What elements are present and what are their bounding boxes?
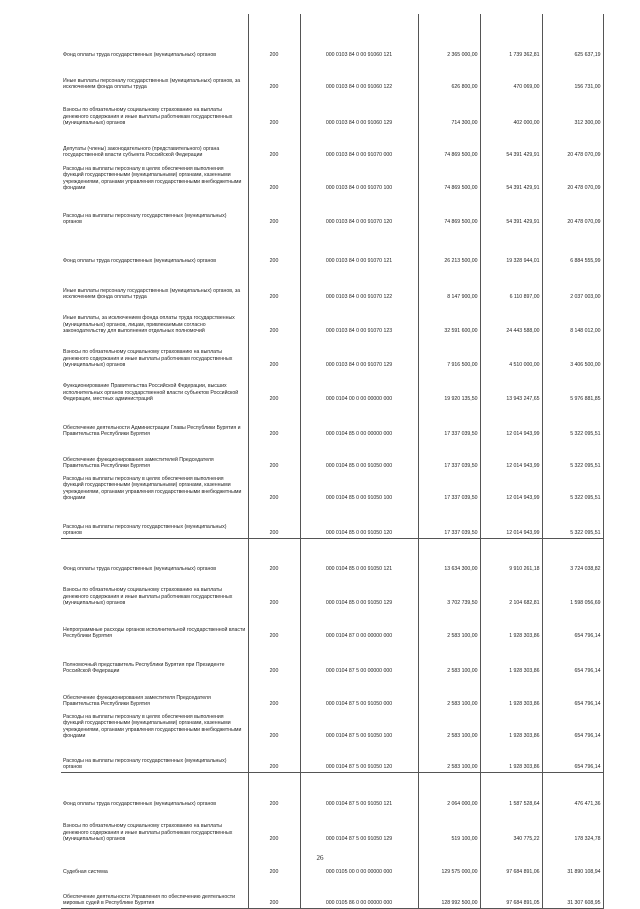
table-row — [61, 608, 603, 641]
row-remainder: 20 478 070,09 — [542, 193, 603, 227]
row-remainder: 625 637,19 — [542, 14, 603, 60]
row-executed: 2 104 682,81 — [480, 574, 542, 608]
row-budget-code: 000 0105 00 0 00 00000 000 — [300, 844, 418, 877]
row-name: Фонд оплаты труда государственных (муниципальных) органов — [61, 773, 248, 810]
row-name: Иные выплаты персоналу государственных (муниципальных) органов, за исключением фонда оплаты труда — [61, 266, 248, 302]
row-budget-code: 000 0104 87 5 00 91050 000 — [300, 676, 418, 709]
row-remainder: 20 478 070,09 — [542, 160, 603, 193]
row-budget-code: 000 0103 84 0 00 91070 100 — [300, 160, 418, 193]
row-name: Обеспечение функционирования заместителя Председателя Правительства Республики Бурятия — [61, 676, 248, 709]
row-line-code: 200 — [248, 336, 300, 370]
table-row — [61, 266, 603, 302]
row-executed: 1 928 303,86 — [480, 608, 542, 641]
row-line-code: 200 — [248, 709, 300, 741]
row-budget-code: 000 0103 84 0 00 91070 129 — [300, 336, 418, 370]
row-executed: 12 014 943,99 — [480, 439, 542, 471]
row-name: Взносы по обязательному социальному страхованию на выплаты денежного содержания и иные выплаты работникам государственных (муниципальных) органов — [61, 574, 248, 608]
row-line-code: 200 — [248, 14, 300, 60]
row-name: Расходы на выплаты персоналу в целях обеспечения выполнения функций государственными (муниципальными) органами, казенными учреждениями, органами управления государственными внебюджетными фондами — [61, 471, 248, 503]
row-line-code: 200 — [248, 193, 300, 227]
table-row — [61, 877, 603, 909]
row-executed: 54 391 429,91 — [480, 193, 542, 227]
row-budget-code: 000 0103 84 0 00 91070 000 — [300, 128, 418, 160]
row-executed: 4 510 000,00 — [480, 336, 542, 370]
row-approved: 17 337 039,50 — [418, 404, 480, 439]
row-remainder: 5 322 095,51 — [542, 439, 603, 471]
row-budget-code: 000 0104 85 0 00 91050 100 — [300, 471, 418, 503]
row-name: Обеспечение деятельности Администрации Главы Республики Бурятия и Правительства Республики Бурятия — [61, 404, 248, 439]
row-name: Иные выплаты, за исключением фонда оплаты труда государственных (муниципальных) органов, лицам, привлекаемым согласно законодательству для выполнения отдельных полномочий — [61, 302, 248, 336]
row-remainder: 20 478 070,09 — [542, 128, 603, 160]
row-name: Расходы на выплаты персоналу в целях обеспечения выполнения функций государственными (муниципальными) органами, казенными учреждениями, органами управления государственными внебюджетными фондами — [61, 709, 248, 741]
row-approved: 2 583 100,00 — [418, 741, 480, 773]
row-executed: 1 739 362,81 — [480, 14, 542, 60]
row-remainder: 3 724 038,82 — [542, 539, 603, 575]
table-row — [61, 60, 603, 92]
row-executed: 54 391 429,91 — [480, 128, 542, 160]
row-budget-code: 000 0103 84 0 00 91070 120 — [300, 193, 418, 227]
table-body — [61, 14, 603, 909]
table-row — [61, 773, 603, 810]
row-budget-code: 000 0103 84 0 00 91060 129 — [300, 92, 418, 128]
row-name: Расходы на выплаты персоналу государственных (муниципальных) органов — [61, 193, 248, 227]
row-approved: 74 869 500,00 — [418, 128, 480, 160]
row-approved: 17 337 039,50 — [418, 503, 480, 539]
row-remainder: 31 307 608,95 — [542, 877, 603, 909]
row-budget-code: 000 0103 84 0 00 91060 121 — [300, 14, 418, 60]
row-executed: 1 928 303,86 — [480, 676, 542, 709]
row-line-code: 200 — [248, 227, 300, 266]
row-approved: 3 702 739,50 — [418, 574, 480, 608]
row-line-code: 200 — [248, 641, 300, 676]
row-executed: 9 910 261,18 — [480, 539, 542, 575]
row-name: Судебная система — [61, 844, 248, 877]
table-row — [61, 503, 603, 539]
row-approved: 2 583 100,00 — [418, 641, 480, 676]
row-name: Фонд оплаты труда государственных (муниципальных) органов — [61, 539, 248, 575]
row-line-code: 200 — [248, 404, 300, 439]
row-line-code: 200 — [248, 574, 300, 608]
row-line-code: 200 — [248, 266, 300, 302]
row-approved: 32 591 600,00 — [418, 302, 480, 336]
table-row — [61, 676, 603, 709]
row-executed: 12 014 943,99 — [480, 404, 542, 439]
row-budget-code: 000 0103 84 0 00 91070 121 — [300, 227, 418, 266]
row-remainder: 5 976 881,85 — [542, 370, 603, 404]
row-approved: 26 213 500,00 — [418, 227, 480, 266]
row-executed: 340 775,22 — [480, 809, 542, 844]
row-line-code: 200 — [248, 439, 300, 471]
row-remainder: 31 890 108,94 — [542, 844, 603, 877]
row-line-code: 200 — [248, 773, 300, 810]
row-executed: 12 014 943,99 — [480, 503, 542, 539]
table-row — [61, 471, 603, 503]
row-approved: 129 575 000,00 — [418, 844, 480, 877]
row-remainder: 654 796,14 — [542, 641, 603, 676]
row-approved: 17 337 039,50 — [418, 439, 480, 471]
row-executed: 12 014 943,99 — [480, 471, 542, 503]
row-executed: 97 684 891,06 — [480, 844, 542, 877]
table-row — [61, 128, 603, 160]
row-name: Расходы на выплаты персоналу государственных (муниципальных) органов — [61, 741, 248, 773]
row-remainder: 654 796,14 — [542, 676, 603, 709]
row-executed: 24 443 588,00 — [480, 302, 542, 336]
row-budget-code: 000 0103 84 0 00 91070 122 — [300, 266, 418, 302]
row-remainder: 6 884 555,99 — [542, 227, 603, 266]
row-executed: 1 928 303,86 — [480, 741, 542, 773]
row-name: Полномочный представитель Республики Бурятия при Президенте Российской Федерации — [61, 641, 248, 676]
row-approved: 8 147 900,00 — [418, 266, 480, 302]
row-approved: 74 869 500,00 — [418, 160, 480, 193]
row-line-code: 200 — [248, 503, 300, 539]
row-executed: 97 684 891,05 — [480, 877, 542, 909]
row-approved: 19 920 135,50 — [418, 370, 480, 404]
row-remainder: 312 300,00 — [542, 92, 603, 128]
row-line-code: 200 — [248, 877, 300, 909]
row-remainder: 476 471,36 — [542, 773, 603, 810]
row-executed: 1 928 303,86 — [480, 641, 542, 676]
table-row — [61, 741, 603, 773]
row-approved: 17 337 039,50 — [418, 471, 480, 503]
row-name: Расходы на выплаты персоналу государственных (муниципальных) органов — [61, 503, 248, 539]
row-line-code: 200 — [248, 608, 300, 641]
row-budget-code: 000 0104 87 5 00 00000 000 — [300, 641, 418, 676]
row-line-code: 200 — [248, 809, 300, 844]
row-name: Депутаты (члены) законодательного (представительного) органа государственной власти субъекта Российской Федерации — [61, 128, 248, 160]
row-executed: 13 943 247,65 — [480, 370, 542, 404]
row-remainder: 8 148 012,00 — [542, 302, 603, 336]
row-line-code: 200 — [248, 676, 300, 709]
row-budget-code: 000 0104 85 0 00 91050 120 — [300, 503, 418, 539]
row-line-code: 200 — [248, 160, 300, 193]
row-budget-code: 000 0104 85 0 00 00000 000 — [300, 404, 418, 439]
row-line-code: 200 — [248, 844, 300, 877]
row-executed: 402 000,00 — [480, 92, 542, 128]
row-budget-code: 000 0104 00 0 00 00000 000 — [300, 370, 418, 404]
table-row — [61, 370, 603, 404]
table-row — [61, 709, 603, 741]
row-name: Расходы на выплаты персоналу в целях обеспечения выполнения функций государственными (муниципальными) органами, казенными учреждениями, органами управления государственными внебюджетными фондами — [61, 160, 248, 193]
row-budget-code: 000 0104 85 0 00 91050 129 — [300, 574, 418, 608]
table-row — [61, 539, 603, 575]
table-row — [61, 809, 603, 844]
row-approved: 2 583 100,00 — [418, 676, 480, 709]
row-executed: 1 928 303,86 — [480, 709, 542, 741]
row-remainder: 654 796,14 — [542, 709, 603, 741]
row-approved: 714 300,00 — [418, 92, 480, 128]
row-approved: 2 583 100,00 — [418, 709, 480, 741]
row-executed: 54 391 429,91 — [480, 160, 542, 193]
row-remainder: 178 324,78 — [542, 809, 603, 844]
row-budget-code: 000 0104 87 5 00 91050 120 — [300, 741, 418, 773]
table-row — [61, 641, 603, 676]
row-budget-code: 000 0104 85 0 00 91050 121 — [300, 539, 418, 575]
row-approved: 519 100,00 — [418, 809, 480, 844]
row-line-code: 200 — [248, 60, 300, 92]
row-name: Обеспечение функционирования заместителей Председателя Правительства Республики Бурятия — [61, 439, 248, 471]
row-approved: 626 800,00 — [418, 60, 480, 92]
row-remainder: 5 322 095,51 — [542, 404, 603, 439]
row-remainder: 654 796,14 — [542, 741, 603, 773]
row-approved: 128 992 500,00 — [418, 877, 480, 909]
row-executed: 1 587 528,64 — [480, 773, 542, 810]
row-line-code: 200 — [248, 539, 300, 575]
row-approved: 2 583 100,00 — [418, 608, 480, 641]
row-budget-code: 000 0104 87 5 00 91050 121 — [300, 773, 418, 810]
row-name: Фонд оплаты труда государственных (муниципальных) органов — [61, 14, 248, 60]
row-line-code: 200 — [248, 302, 300, 336]
table-row — [61, 92, 603, 128]
table-row — [61, 227, 603, 266]
table-row — [61, 193, 603, 227]
row-name: Иные выплаты персоналу государственных (муниципальных) органов, за исключением фонда оплаты труда — [61, 60, 248, 92]
row-remainder: 654 796,14 — [542, 608, 603, 641]
row-budget-code: 000 0104 87 5 00 91050 100 — [300, 709, 418, 741]
table-row — [61, 302, 603, 336]
row-name: Непрограммные расходы органов исполнительной государственной власти Республики Бурятия — [61, 608, 248, 641]
row-budget-code: 000 0103 84 0 00 91060 122 — [300, 60, 418, 92]
row-approved: 7 916 500,00 — [418, 336, 480, 370]
table-row — [61, 574, 603, 608]
table-row — [61, 404, 603, 439]
budget-table — [61, 14, 604, 909]
row-remainder: 5 322 095,51 — [542, 471, 603, 503]
row-executed: 6 110 897,00 — [480, 266, 542, 302]
row-executed: 470 069,00 — [480, 60, 542, 92]
row-approved: 2 064 000,00 — [418, 773, 480, 810]
row-name: Взносы по обязательному социальному страхованию на выплаты денежного содержания и иные выплаты работникам государственных (муниципальных) органов — [61, 336, 248, 370]
row-remainder: 1 598 056,69 — [542, 574, 603, 608]
row-budget-code: 000 0105 86 0 00 00000 000 — [300, 877, 418, 909]
row-name: Взносы по обязательному социальному страхованию на выплаты денежного содержания и иные выплаты работникам государственных (муниципальных) органов — [61, 92, 248, 128]
row-budget-code: 000 0104 85 0 00 91050 000 — [300, 439, 418, 471]
row-line-code: 200 — [248, 741, 300, 773]
row-name: Взносы по обязательному социальному страхованию на выплаты денежного содержания и иные выплаты работникам государственных (муниципальных) органов — [61, 809, 248, 844]
table-row — [61, 14, 603, 60]
table-row — [61, 160, 603, 193]
row-line-code: 200 — [248, 92, 300, 128]
row-remainder: 3 406 500,00 — [542, 336, 603, 370]
row-executed: 19 328 944,01 — [480, 227, 542, 266]
row-remainder: 2 037 003,00 — [542, 266, 603, 302]
row-approved: 74 869 500,00 — [418, 193, 480, 227]
row-remainder: 5 322 095,51 — [542, 503, 603, 539]
row-budget-code: 000 0103 84 0 00 91070 123 — [300, 302, 418, 336]
row-approved: 13 634 300,00 — [418, 539, 480, 575]
row-line-code: 200 — [248, 370, 300, 404]
row-name: Обеспечение деятельности Управления по обеспечению деятельности мировых судей в Республике Бурятия — [61, 877, 248, 909]
row-name: Функционирование Правительства Российской Федерации, высших исполнительных органов государственной власти субъектов Российской Федерации, местных администраций — [61, 370, 248, 404]
table-row — [61, 336, 603, 370]
row-line-code: 200 — [248, 471, 300, 503]
row-line-code: 200 — [248, 128, 300, 160]
table-row — [61, 439, 603, 471]
row-approved: 2 365 000,00 — [418, 14, 480, 60]
row-budget-code: 000 0104 87 0 00 00000 000 — [300, 608, 418, 641]
row-name: Фонд оплаты труда государственных (муниципальных) органов — [61, 227, 248, 266]
row-remainder: 156 731,00 — [542, 60, 603, 92]
page-number: 26 — [316, 854, 324, 862]
row-budget-code: 000 0104 87 5 00 91050 129 — [300, 809, 418, 844]
